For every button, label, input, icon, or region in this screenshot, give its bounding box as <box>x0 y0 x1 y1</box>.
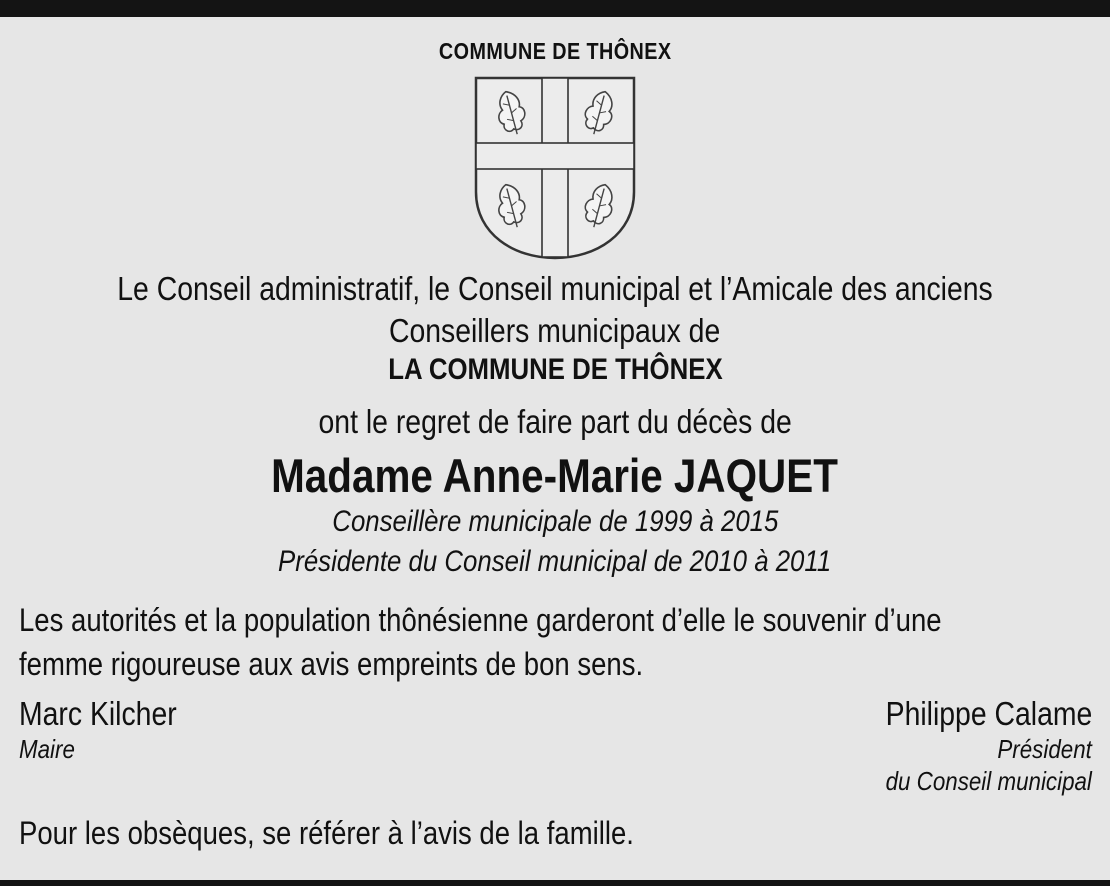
intro-line-1-text: Le Conseil administratif, le Conseil municipal et l’Amicale des anciens <box>117 270 993 307</box>
signature-left-name: Marc Kilcher <box>19 695 177 732</box>
deceased-name <box>0 448 1110 503</box>
regret-text-content: ont le regret de faire part du décès de <box>318 403 792 440</box>
signature-right-title-line-1: Président <box>997 734 1092 764</box>
commune-header-label: COMMUNE DE THÔNEX <box>438 38 672 64</box>
role-line-1 <box>0 505 1110 539</box>
signature-right-title-line-2: du Conseil municipal <box>885 766 1092 796</box>
intro-line-2 <box>0 312 1110 350</box>
signature-right <box>852 695 1092 797</box>
funeral-note <box>19 815 734 852</box>
signature-left-title: Maire <box>19 734 75 764</box>
commune-header <box>0 38 1110 65</box>
tribute-line-2: femme rigoureuse aux avis empreints de bon sens. <box>19 646 644 682</box>
signature-left <box>19 695 202 765</box>
role-line-2-text: Présidente du Conseil municipal de 2010 à 2011 <box>278 545 832 578</box>
intro-line-2-text: Conseillers municipaux de <box>389 312 721 349</box>
coat-of-arms-icon <box>474 76 636 260</box>
regret-text <box>0 403 1110 441</box>
commune-name-text: LA COMMUNE DE THÔNEX <box>387 353 723 386</box>
tribute-line-1: Les autorités et la population thônésienne garderont d’elle le souvenir d’une <box>19 602 942 638</box>
role-line-1-text: Conseillère municipale de 1999 à 2015 <box>331 505 779 538</box>
tribute-paragraph <box>19 598 1099 686</box>
role-line-2 <box>0 545 1110 579</box>
funeral-note-text: Pour les obsèques, se référer à l’avis de la famille. <box>19 815 634 851</box>
bottom-border-bar <box>0 880 1110 886</box>
commune-name <box>0 353 1110 387</box>
deceased-name-text: Madame Anne-Marie JAQUET <box>271 449 839 502</box>
top-border-bar <box>0 0 1110 17</box>
signature-right-name: Philippe Calame <box>885 695 1092 732</box>
intro-line-1 <box>0 270 1110 308</box>
